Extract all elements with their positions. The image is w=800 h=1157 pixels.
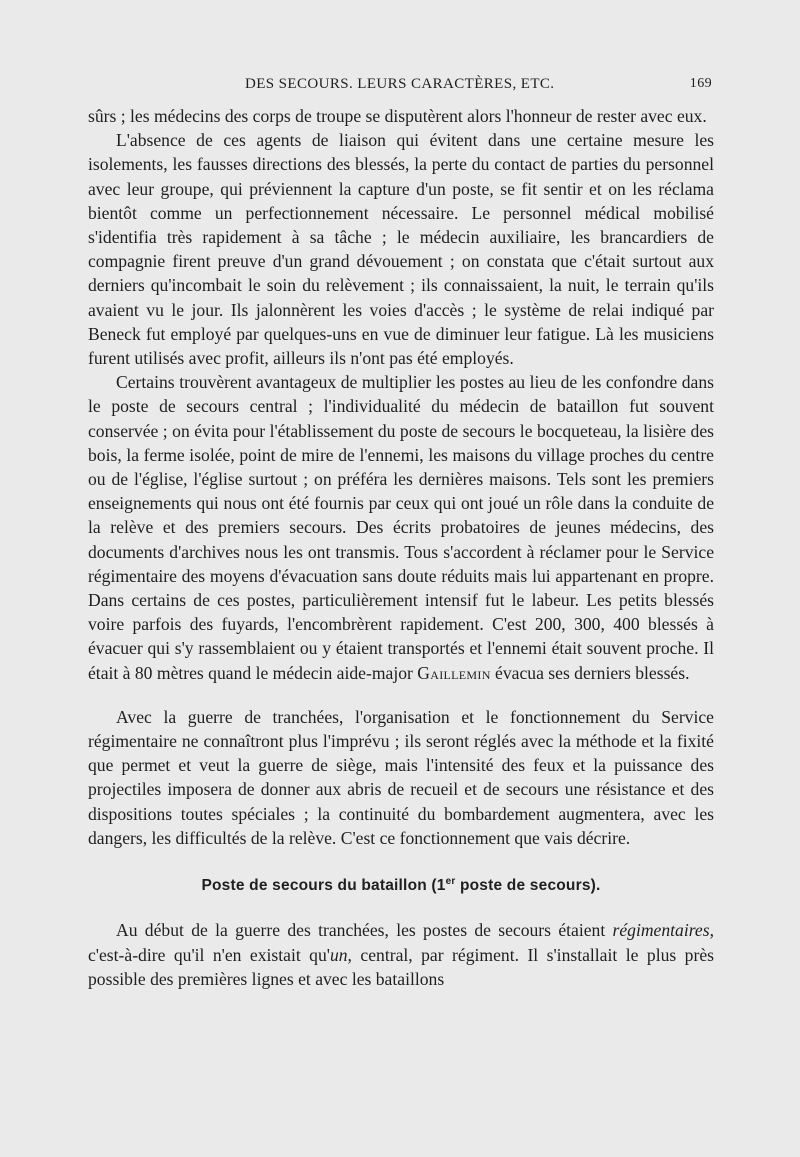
- paragraph-5-text-a: Au début de la guerre des tranchées, les postes de secours étaient: [116, 920, 613, 941]
- paragraph-3-end: évacua ses derniers blessés.: [490, 662, 690, 683]
- page-body: [88, 104, 714, 991]
- paragraph-5-text-e: , central, par régiment. Il s'installait le plus près possible des premières lignes et avec les bataillons: [88, 944, 714, 989]
- heading-text-end: poste de secours).: [455, 877, 601, 895]
- paragraph-1: sûrs ; les médecins des corps de troupe se disputèrent alors l'honneur de rester avec eux.: [88, 106, 707, 126]
- paragraph-3-text: Certains trouvèrent avantageux de multiplier les postes au lieu de les confondre dans le poste de secours central ; l'individualité du médecin de bataillon fut souvent conservée ; on évita pour l'établissement du poste de secours le bocqueteau, la lisière des bois, la ferme isolée, point de mire de l'ennemi, les maisons du village proches du centre ou de l'église, l'église surtout ; on préféra les dernières maisons. Tels sont les premiers enseignements qui nous ont été fournis par ceux qui ont joué un rôle dans la conduite de la relève et des premiers secours. Des écrits probatoires de jeunes médecins, des documents d'archives nous les ont transmis. Tous s'accordent à réclamer pour le Service régimentaire des moyens d'évacuation sans doute réduits mais lui appartenant en propre. Dans certains de ces postes, particulièrement intensif fut le labeur. Les petits blessés voire parfois des fuyards, l'encombrèrent rapidement. C'est 200, 300, 400 blessés à évacuer qui s'y rassemblaient ou y étaient transportés et l'ennemi était souvent proche. Il était à 80 mètres quand le médecin aide-major: [88, 372, 714, 683]
- paragraph-2: L'absence de ces agents de liaison qui évitent dans une certaine mesure les isolements, les fausses directions des blessés, la perte du contact de parties du personnel avec leur groupe, qui préviennent la capture d'un poste, se fit sentir et on les réclama bientôt comme un perfectionnement nécessaire. Le personnel médical mobilisé s'identifia très rapidement à sa tâche ; le médecin auxiliaire, les brancardiers de compagnie firent preuve d'un grand dévouement ; on constata que c'était surtout aux derniers qu'incombait le soin du relèvement ; ils connaissaient, la nuit, le terrain qu'ils avaient vu le jour. Ils jalonnèrent les voies d'accès ; le système de relai indiqué par Beneck fut employé par quelques-uns en vue de diminuer leur fatigue. Là les musiciens furent utilisés avec profit, ailleurs ils n'ont pas été employés.: [88, 130, 714, 369]
- paragraph-3: [88, 370, 714, 685]
- running-head-title: DES SECOURS. LEURS CARACTÈRES, ETC.: [245, 76, 555, 92]
- heading-superscript: er: [445, 876, 456, 888]
- paragraph-5: [88, 918, 714, 991]
- paragraph-5-italic-2: un: [329, 944, 348, 965]
- paragraph-5-italic-1: régimentaires: [612, 920, 710, 941]
- paragraph-4: Avec la guerre de tranchées, l'organisation et le fonctionnement du Service régimentaire ne connaîtront plus l'imprévu ; ils seront réglés avec la méthode et la fixité que permet et veut la guerre de siège, mais l'intensité des feux et la puissance des projectiles imposera de donner aux abris de recueil et de secours une résistance et des dispositions toutes spéciales ; la continuité du bombardement augmentera, avec les dangers, les difficultés de la relève. C'est ce fonctionnement que vais décrire.: [88, 706, 714, 848]
- section-heading: [88, 874, 714, 898]
- spacer: [88, 850, 714, 874]
- person-name: Gaillemin: [417, 662, 491, 683]
- spacer: [88, 685, 714, 705]
- paragraph-5-text-c: , c'est-à-dire qu'il n'en existait qu': [88, 920, 714, 965]
- heading-text: Poste de secours du bataillon (1: [201, 877, 446, 895]
- page-number: 169: [689, 76, 712, 91]
- spacer: [88, 898, 714, 918]
